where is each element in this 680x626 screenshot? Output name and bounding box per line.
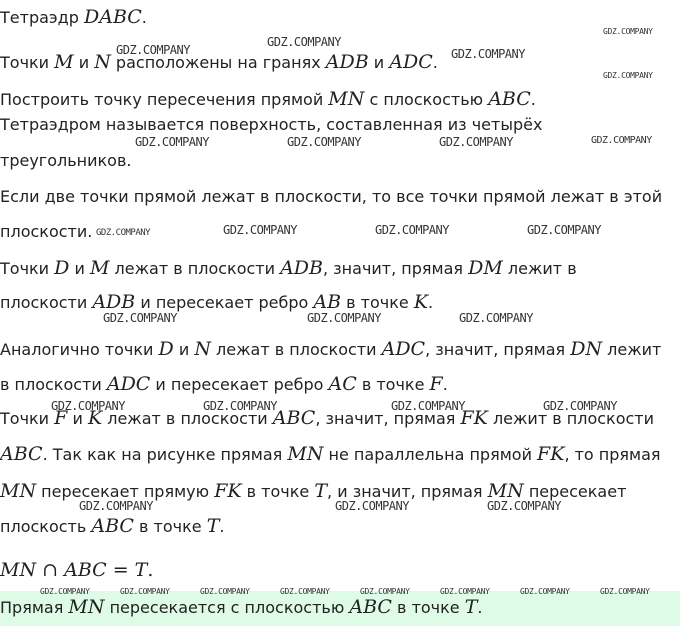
watermark: GDZ.COMPANY — [203, 399, 277, 413]
text-line: треугольников. — [0, 151, 132, 170]
text-line: плоскости. — [0, 222, 93, 241]
text-line: плоскости ADB и пересекает ребро AB в точке K. — [0, 291, 434, 313]
text-line: Тетраэдр DABC. — [0, 6, 147, 28]
watermark: GDZ.COMPANY — [200, 587, 250, 596]
watermark: GDZ.COMPANY — [391, 399, 465, 413]
watermark: GDZ.COMPANY — [451, 47, 525, 61]
answer-line: Прямая MN пересекается с плоскостью ABC в точке T. — [0, 596, 483, 618]
watermark: GDZ.COMPANY — [487, 499, 561, 513]
text-line: в плоскости ADC и пересекает ребро AC в точке F. — [0, 373, 448, 395]
watermark: GDZ.COMPANY — [135, 135, 209, 149]
watermark: GDZ.COMPANY — [96, 228, 151, 238]
watermark: GDZ.COMPANY — [375, 223, 449, 237]
text-line: плоскость ABC в точке T. — [0, 515, 225, 537]
watermark: GDZ.COMPANY — [527, 223, 601, 237]
watermark: GDZ.COMPANY — [103, 311, 177, 325]
text-line: Если две точки прямой лежат в плоскости, то все точки прямой лежат в этой — [0, 187, 663, 206]
watermark: GDZ.COMPANY — [360, 587, 410, 596]
watermark: GDZ.COMPANY — [223, 223, 297, 237]
watermark: GDZ.COMPANY — [440, 587, 490, 596]
text-line: ABC. Так как на рисунке прямая MN не параллельна прямой FK, то прямая — [0, 443, 661, 465]
watermark: GDZ.COMPANY — [40, 587, 90, 596]
text-line: Точки M и N расположены на гранях ADB и ADC. — [0, 51, 438, 73]
watermark: GDZ.COMPANY — [280, 587, 330, 596]
text-line: Аналогично точки D и N лежат в плоскости ADC, значит, прямая DN лежит — [0, 338, 662, 360]
watermark: GDZ.COMPANY — [591, 135, 652, 146]
watermark: GDZ.COMPANY — [335, 499, 409, 513]
watermark: GDZ.COMPANY — [603, 27, 653, 36]
formula-line: MN ∩ ABC = T. — [0, 559, 154, 581]
text-line: Точки F и K лежат в плоскости ABC, значит, прямая FK лежит в плоскости — [0, 407, 654, 429]
watermark: GDZ.COMPANY — [520, 587, 570, 596]
watermark: GDZ.COMPANY — [307, 311, 381, 325]
text-line: Тетраэдром называется поверхность, составленная из четырёх — [0, 115, 543, 134]
watermark: GDZ.COMPANY — [116, 43, 190, 57]
watermark: GDZ.COMPANY — [459, 311, 533, 325]
watermark: GDZ.COMPANY — [51, 399, 125, 413]
text-line: Построить точку пересечения прямой MN с плоскостью ABC. — [0, 88, 536, 110]
text-line: Точки D и M лежат в плоскости ADB, значит, прямая DM лежит в — [0, 257, 577, 279]
watermark: GDZ.COMPANY — [287, 135, 361, 149]
watermark: GDZ.COMPANY — [603, 71, 653, 80]
text-line: MN пересекает прямую FK в точке T, и значит, прямая MN пересекает — [0, 480, 627, 502]
watermark: GDZ.COMPANY — [267, 35, 341, 49]
watermark: GDZ.COMPANY — [79, 499, 153, 513]
watermark: GDZ.COMPANY — [439, 135, 513, 149]
watermark: GDZ.COMPANY — [600, 587, 650, 596]
watermark: GDZ.COMPANY — [120, 587, 170, 596]
watermark: GDZ.COMPANY — [543, 399, 617, 413]
